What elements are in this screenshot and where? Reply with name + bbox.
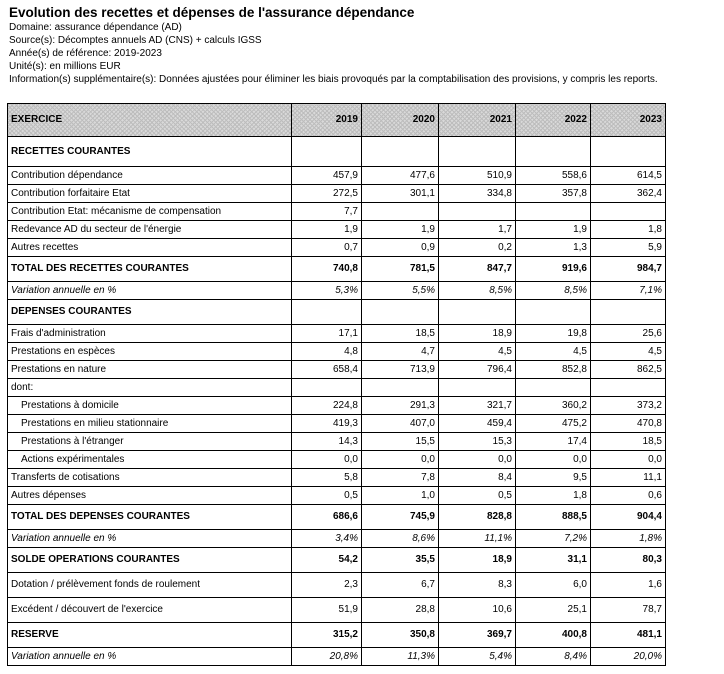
value-cell-2021: 334,8 [439, 185, 516, 203]
value-cell-2019: 0,5 [292, 487, 362, 505]
value-cell-2021: 510,9 [439, 167, 516, 185]
report-header [9, 5, 721, 86]
value-cell-2023 [591, 379, 666, 397]
row-label: Prestations en milieu stationnaire [8, 415, 292, 433]
value-cell-2020 [362, 203, 439, 221]
value-cell-2022: 4,5 [516, 343, 591, 361]
value-cell-2022: 7,2% [516, 530, 591, 548]
value-cell-2022: 8,5% [516, 282, 591, 300]
meta-additional-info: Information(s) supplémentaire(s): Données ajustées pour éliminer les biais provoqués par la comptabilisation des provisions, y compris les reports. [9, 74, 658, 85]
value-cell-2021: 796,4 [439, 361, 516, 379]
value-cell-2022: 25,1 [516, 598, 591, 623]
value-cell-2020: 0,0 [362, 451, 439, 469]
value-cell-2023: 470,8 [591, 415, 666, 433]
table-row [8, 361, 666, 379]
row-label: Autres recettes [8, 239, 292, 257]
meta-domain: Domaine: assurance dépendance (AD) [9, 22, 182, 33]
value-cell-2021 [439, 300, 516, 325]
value-cell-2020: 5,5% [362, 282, 439, 300]
value-cell-2023: 78,7 [591, 598, 666, 623]
table-row [8, 137, 666, 167]
value-cell-2021: 8,5% [439, 282, 516, 300]
value-cell-2022 [516, 379, 591, 397]
report-title: Evolution des recettes et dépenses de l'assurance dépendance [9, 5, 415, 20]
value-cell-2023: 1,6 [591, 573, 666, 598]
value-cell-2019: 315,2 [292, 623, 362, 648]
value-cell-2022: 9,5 [516, 469, 591, 487]
table-row [8, 185, 666, 203]
value-cell-2021: 369,7 [439, 623, 516, 648]
value-cell-2022 [516, 137, 591, 167]
meta-reference-years: Année(s) de référence: 2019-2023 [9, 48, 162, 59]
table-row [8, 300, 666, 325]
value-cell-2023: 4,5 [591, 343, 666, 361]
value-cell-2019 [292, 300, 362, 325]
row-label: Prestations en espèces [8, 343, 292, 361]
row-label: Prestations en nature [8, 361, 292, 379]
value-cell-2021: 18,9 [439, 548, 516, 573]
table-header-row [8, 104, 666, 137]
value-cell-2023: 5,9 [591, 239, 666, 257]
value-cell-2023: 18,5 [591, 433, 666, 451]
value-cell-2021 [439, 379, 516, 397]
row-label: Dotation / prélèvement fonds de roulement [8, 573, 292, 598]
header-cell-2023: 2023 [591, 104, 666, 137]
value-cell-2021: 5,4% [439, 648, 516, 666]
row-label: Autres dépenses [8, 487, 292, 505]
value-cell-2023: 904,4 [591, 505, 666, 530]
value-cell-2021: 8,4 [439, 469, 516, 487]
table-row [8, 415, 666, 433]
value-cell-2020: 15,5 [362, 433, 439, 451]
value-cell-2023: 614,5 [591, 167, 666, 185]
value-cell-2019: 54,2 [292, 548, 362, 573]
value-cell-2019: 7,7 [292, 203, 362, 221]
value-cell-2019: 0,0 [292, 451, 362, 469]
value-cell-2021: 0,0 [439, 451, 516, 469]
meta-source: Source(s): Décomptes annuels AD (CNS) + calculs IGSS [9, 35, 262, 46]
row-label: SOLDE OPERATIONS COURANTES [8, 548, 292, 573]
value-cell-2023 [591, 203, 666, 221]
table-row [8, 530, 666, 548]
value-cell-2022: 17,4 [516, 433, 591, 451]
row-label: Redevance AD du secteur de l'énergie [8, 221, 292, 239]
value-cell-2022: 357,8 [516, 185, 591, 203]
table-row [8, 325, 666, 343]
value-cell-2022: 19,8 [516, 325, 591, 343]
value-cell-2022: 558,6 [516, 167, 591, 185]
value-cell-2022: 852,8 [516, 361, 591, 379]
value-cell-2019: 5,3% [292, 282, 362, 300]
value-cell-2020: 350,8 [362, 623, 439, 648]
row-label: Variation annuelle en % [8, 282, 292, 300]
value-cell-2021: 0,2 [439, 239, 516, 257]
table-row [8, 203, 666, 221]
table-row [8, 648, 666, 666]
row-label: TOTAL DES RECETTES COURANTES [8, 257, 292, 282]
table-row [8, 451, 666, 469]
value-cell-2021: 10,6 [439, 598, 516, 623]
row-label: RECETTES COURANTES [8, 137, 292, 167]
row-label: Prestations à l'étranger [8, 433, 292, 451]
value-cell-2023 [591, 300, 666, 325]
value-cell-2022: 400,8 [516, 623, 591, 648]
value-cell-2021: 15,3 [439, 433, 516, 451]
value-cell-2019: 4,8 [292, 343, 362, 361]
value-cell-2021: 4,5 [439, 343, 516, 361]
table-row [8, 623, 666, 648]
value-cell-2023: 1,8% [591, 530, 666, 548]
table-row [8, 548, 666, 573]
value-cell-2019: 14,3 [292, 433, 362, 451]
value-cell-2021: 18,9 [439, 325, 516, 343]
value-cell-2020: 291,3 [362, 397, 439, 415]
value-cell-2019: 1,9 [292, 221, 362, 239]
value-cell-2019: 17,1 [292, 325, 362, 343]
row-label: Contribution Etat: mécanisme de compensation [8, 203, 292, 221]
value-cell-2019: 224,8 [292, 397, 362, 415]
value-cell-2020: 407,0 [362, 415, 439, 433]
value-cell-2019: 2,3 [292, 573, 362, 598]
value-cell-2023: 7,1% [591, 282, 666, 300]
value-cell-2020 [362, 300, 439, 325]
table-row [8, 282, 666, 300]
header-cell-2020: 2020 [362, 104, 439, 137]
value-cell-2020 [362, 137, 439, 167]
table-row [8, 167, 666, 185]
header-cell-exercice: EXERCICE [8, 104, 292, 137]
value-cell-2023: 984,7 [591, 257, 666, 282]
table-row [8, 257, 666, 282]
row-label: Transferts de cotisations [8, 469, 292, 487]
value-cell-2022: 6,0 [516, 573, 591, 598]
value-cell-2019: 3,4% [292, 530, 362, 548]
value-cell-2019: 658,4 [292, 361, 362, 379]
value-cell-2021: 11,1% [439, 530, 516, 548]
value-cell-2023: 0,6 [591, 487, 666, 505]
value-cell-2019: 457,9 [292, 167, 362, 185]
table-row [8, 433, 666, 451]
value-cell-2021: 847,7 [439, 257, 516, 282]
value-cell-2021: 321,7 [439, 397, 516, 415]
row-label: Frais d'administration [8, 325, 292, 343]
value-cell-2021: 0,5 [439, 487, 516, 505]
value-cell-2022 [516, 300, 591, 325]
value-cell-2021: 828,8 [439, 505, 516, 530]
header-cell-2022: 2022 [516, 104, 591, 137]
meta-units: Unité(s): en millions EUR [9, 61, 121, 72]
value-cell-2022: 0,0 [516, 451, 591, 469]
row-label: Prestations à domicile [8, 397, 292, 415]
value-cell-2020: 745,9 [362, 505, 439, 530]
value-cell-2022: 360,2 [516, 397, 591, 415]
value-cell-2022: 475,2 [516, 415, 591, 433]
table-row [8, 573, 666, 598]
table-row [8, 397, 666, 415]
value-cell-2023: 20,0% [591, 648, 666, 666]
value-cell-2020: 7,8 [362, 469, 439, 487]
value-cell-2020: 713,9 [362, 361, 439, 379]
table-row [8, 505, 666, 530]
row-label: RESERVE [8, 623, 292, 648]
value-cell-2020: 781,5 [362, 257, 439, 282]
value-cell-2022: 1,9 [516, 221, 591, 239]
value-cell-2020: 28,8 [362, 598, 439, 623]
value-cell-2023: 481,1 [591, 623, 666, 648]
value-cell-2019 [292, 379, 362, 397]
value-cell-2019: 272,5 [292, 185, 362, 203]
value-cell-2023: 25,6 [591, 325, 666, 343]
value-cell-2020: 0,9 [362, 239, 439, 257]
value-cell-2020: 35,5 [362, 548, 439, 573]
value-cell-2023: 362,4 [591, 185, 666, 203]
value-cell-2019: 20,8% [292, 648, 362, 666]
value-cell-2020: 301,1 [362, 185, 439, 203]
value-cell-2020: 4,7 [362, 343, 439, 361]
value-cell-2019: 740,8 [292, 257, 362, 282]
value-cell-2019: 51,9 [292, 598, 362, 623]
value-cell-2020: 1,9 [362, 221, 439, 239]
row-label: Contribution dépendance [8, 167, 292, 185]
finance-table [7, 103, 666, 666]
row-label: Variation annuelle en % [8, 648, 292, 666]
value-cell-2020: 18,5 [362, 325, 439, 343]
value-cell-2023: 11,1 [591, 469, 666, 487]
row-label: DEPENSES COURANTES [8, 300, 292, 325]
table-row [8, 221, 666, 239]
value-cell-2020: 11,3% [362, 648, 439, 666]
table-row [8, 598, 666, 623]
value-cell-2023: 80,3 [591, 548, 666, 573]
table-row [8, 487, 666, 505]
value-cell-2019: 0,7 [292, 239, 362, 257]
value-cell-2019 [292, 137, 362, 167]
value-cell-2020: 6,7 [362, 573, 439, 598]
value-cell-2022: 8,4% [516, 648, 591, 666]
value-cell-2020: 1,0 [362, 487, 439, 505]
value-cell-2019: 5,8 [292, 469, 362, 487]
row-label: Actions expérimentales [8, 451, 292, 469]
value-cell-2020: 477,6 [362, 167, 439, 185]
table-row [8, 343, 666, 361]
value-cell-2022: 1,8 [516, 487, 591, 505]
header-cell-2021: 2021 [439, 104, 516, 137]
value-cell-2021: 8,3 [439, 573, 516, 598]
value-cell-2023: 373,2 [591, 397, 666, 415]
value-cell-2019: 686,6 [292, 505, 362, 530]
value-cell-2023: 0,0 [591, 451, 666, 469]
value-cell-2023: 862,5 [591, 361, 666, 379]
value-cell-2023 [591, 137, 666, 167]
value-cell-2020 [362, 379, 439, 397]
row-label: dont: [8, 379, 292, 397]
table-row [8, 239, 666, 257]
row-label: Variation annuelle en % [8, 530, 292, 548]
row-label: Excédent / découvert de l'exercice [8, 598, 292, 623]
table-row [8, 469, 666, 487]
value-cell-2022: 888,5 [516, 505, 591, 530]
value-cell-2020: 8,6% [362, 530, 439, 548]
table-row [8, 379, 666, 397]
value-cell-2019: 419,3 [292, 415, 362, 433]
value-cell-2021: 1,7 [439, 221, 516, 239]
value-cell-2022: 1,3 [516, 239, 591, 257]
value-cell-2021 [439, 203, 516, 221]
value-cell-2022: 31,1 [516, 548, 591, 573]
value-cell-2023: 1,8 [591, 221, 666, 239]
header-cell-2019: 2019 [292, 104, 362, 137]
row-label: TOTAL DES DEPENSES COURANTES [8, 505, 292, 530]
row-label: Contribution forfaitaire Etat [8, 185, 292, 203]
value-cell-2022: 919,6 [516, 257, 591, 282]
value-cell-2022 [516, 203, 591, 221]
value-cell-2021 [439, 137, 516, 167]
value-cell-2021: 459,4 [439, 415, 516, 433]
